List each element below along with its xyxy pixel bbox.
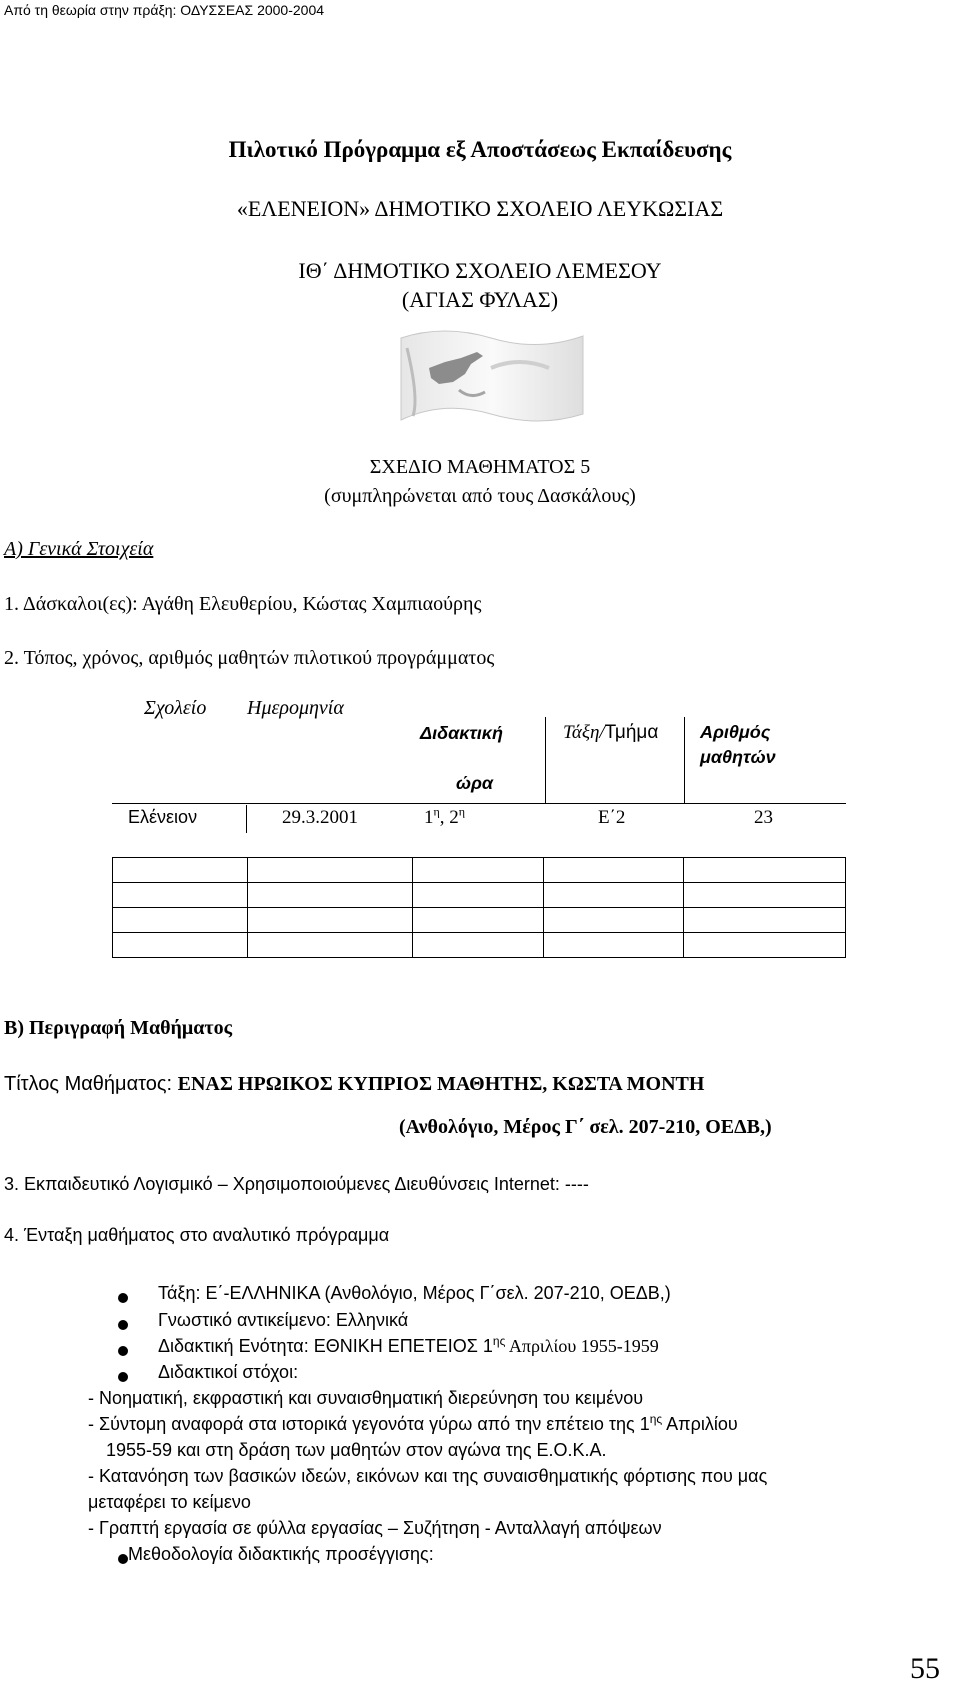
cyprus-flag-image [399,328,585,428]
bullet-unit: Διδακτική Ενότητα: ΕΘΝΙΚΗ ΕΠΕΤΕΙΟΣ $1^{\eta\varsigma}$ Απριλίου 1955-1959 [158,1334,659,1356]
plan-subtitle: (συμπληρώνεται από τους Δασκάλους) [324,485,636,507]
table-header-period: Διδακτική [420,723,503,743]
table-cell-students: 23 [754,807,773,828]
table-header-rule [112,803,846,804]
item-curriculum: 4. Ένταξη μαθήματος στο αναλυτικό πρόγραμμα [4,1225,390,1245]
objective-2: - Σύντομη αναφορά στα ιστορικά γεγονότα γύρω από την επέτειο της $1^{\eta\varsigma}$ Απριλίου [88,1412,738,1434]
table-row [113,883,846,908]
item-teachers: 1. Δάσκαλοι(ες): Αγάθη Ελευθερίου, Κώστας Χαμπιαούρης [4,593,482,615]
objective-3: - Κατανόηση των βασικών ιδεών, εικόνων και της συναισθηματικής φόρτισης που μας [88,1466,768,1486]
table-header-period-2: ώρα [456,773,494,793]
program-title: Πιλοτικό Πρόγραμμα εξ Αποστάσεως Εκπαίδευσης [228,137,732,162]
table-header-date: Ημερομηνία [247,697,344,719]
bullet-subject: Γνωστικό αντικείμενο: Ελληνικά [158,1310,409,1330]
lesson-source: (Ανθολόγιο, Μέρος Γ΄ σελ. 207-210, ΟΕΔΒ,) [399,1116,772,1138]
page-number: 55 [910,1652,940,1685]
bullet-objectives: Διδακτικοί στόχοι: [158,1362,299,1382]
table-divider [246,805,247,833]
objective-1: - Νοηματική, εκφραστική και συναισθηματική διερεύνηση του κειμένου [88,1388,644,1408]
empty-table-grid [112,857,846,958]
bullet-icon [118,1346,128,1356]
table-row [113,908,846,933]
school-lemesos: ΙΘ΄ ΔΗΜΟΤΙΚΟ ΣΧΟΛΕΙΟ ΛΕΜΕΣΟΥ [298,258,662,283]
table-cell-period: $1^\eta$, $2^\eta$ [424,804,466,828]
bullet-icon [118,1293,128,1303]
table-row [113,858,846,883]
section-a-heading: Α) Γενικά Στοιχεία [4,538,154,560]
running-header: Από τη θεωρία στην πράξη: ΟΔΥΣΣΕΑΣ 2000-2004 [4,2,325,18]
bullet-icon [118,1320,128,1330]
section-b-heading: Β) Περιγραφή Μαθήματος [4,1017,233,1039]
item-place-time: 2. Τόπος, χρόνος, αριθμός μαθητών πιλοτικού προγράμματος [4,647,495,669]
table-header-students-2: μαθητών [700,747,776,767]
school-lefkosia: «ΕΛΕΝΕΙΟΝ» ΔΗΜΟΤΙΚΟ ΣΧΟΛΕΙΟ ΛΕΥΚΩΣΙΑΣ [236,196,724,221]
table-cell-date: 29.3.2001 [282,807,358,828]
bullet-icon [118,1372,128,1382]
table-cell-school: Ελένειον [128,807,198,827]
lesson-title-line: Τίτλος Μαθήματος: ΕΝΑΣ ΗΡΩΙΚΟΣ ΚΥΠΡΙΟΣ ΜΑΘΗΤΗΣ, ΚΩΣΤΑ ΜΟΝΤΗ [4,1073,705,1095]
table-header-students: Αριθμός [700,722,771,742]
plan-title: ΣΧΕΔΙΟ ΜΑΘΗΜΑΤΟΣ 5 [369,456,591,478]
bullet-grade: Τάξη: Ε΄-ΕΛΛΗΝΙΚΑ (Ανθολόγιο, Μέρος Γ΄σελ. 207-210, ΟΕΔΒ,) [158,1283,671,1303]
table-row [113,933,846,958]
table-cell-class: Ε΄2 [598,807,626,828]
objective-2-cont: 1955-59 και στη δράση των μαθητών στον αγώνα της Ε.Ο.Κ.Α. [106,1440,607,1460]
table-divider [684,717,685,803]
bullet-methodology: Μεθοδολογία διδακτικής προσέγγισης: [128,1544,434,1564]
objective-4: - Γραπτή εργασία σε φύλλα εργασίας – Συζήτηση - Ανταλλαγή απόψεων [88,1518,662,1538]
table-header-class: Τάξη/Τμήμα [563,722,659,743]
objective-3-cont: μεταφέρει το κείμενο [88,1492,251,1512]
table-divider [545,717,546,803]
table-header-school: Σχολείο [144,697,207,719]
bullet-icon [118,1554,128,1564]
item-software: 3. Εκπαιδευτικό Λογισμικό – Χρησιμοποιούμενες Διευθύνσεις Internet: ---- [4,1174,589,1194]
school-lemesos-sub: (ΑΓΙΑΣ ΦΥΛΑΣ) [401,287,559,312]
